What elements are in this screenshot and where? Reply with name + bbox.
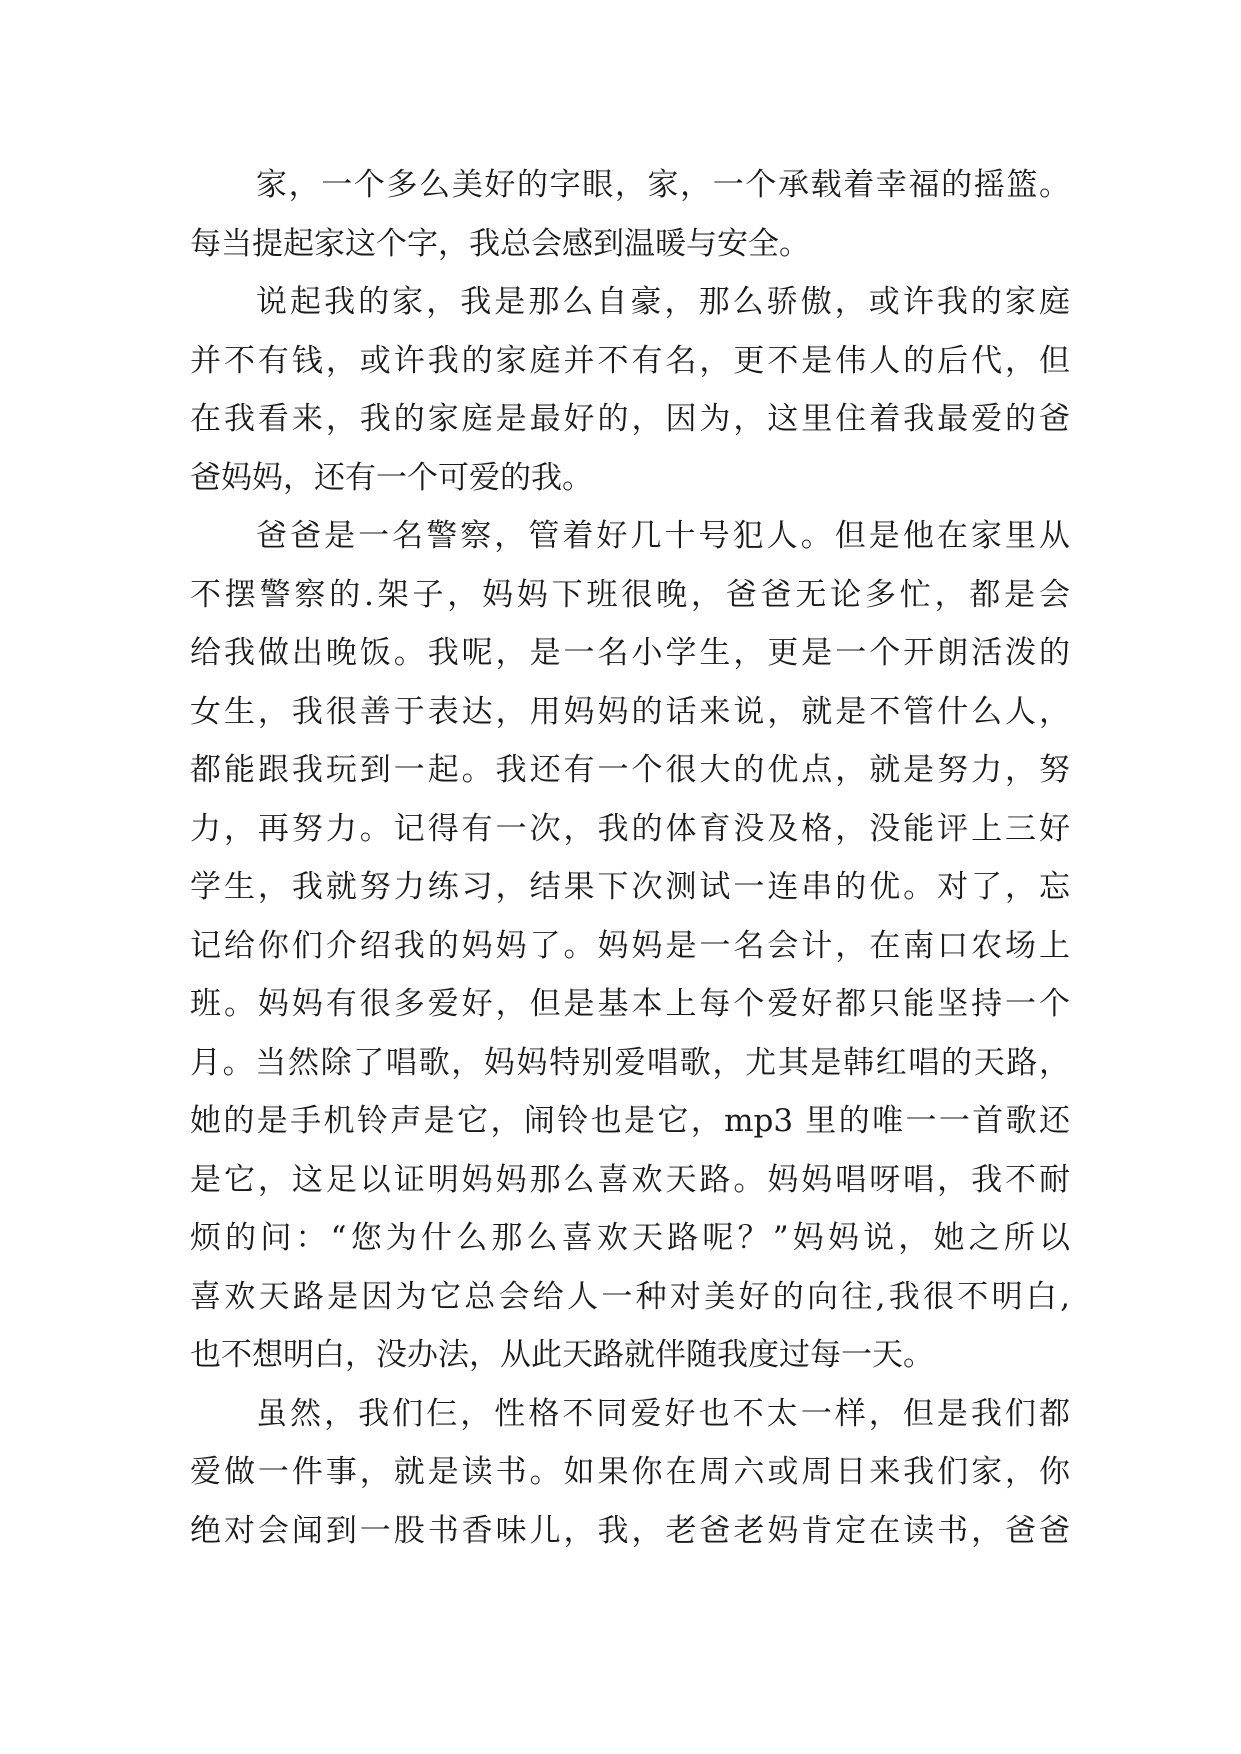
- text-line: 爸妈妈，还有一个可爱的我。: [190, 459, 593, 496]
- text-line: 虽然，我们仨，性格不同爱好也不太一样，但是我们都: [256, 1395, 1070, 1432]
- text-line: 爸爸是一名警察，管着好几十号犯人。但是他在家里从: [256, 518, 1070, 554]
- text-line: 并不有钱，或许我的家庭并不有名，更不是伟人的后代，但: [190, 342, 1070, 379]
- text-line: 每当提起家这个字，我总会感到温暖与安全。: [190, 225, 810, 262]
- text-line: 女生，我很善于表达，用妈妈的话来说，就是不管什么人，: [190, 693, 1070, 730]
- text-line: 是它，这足以证明妈妈那么喜欢天路。妈妈唱呀唱，我不耐: [190, 1161, 1070, 1198]
- text-line: 给我做出晚饭。我呢，是一名小学生，更是一个开朗活泼的: [190, 635, 1070, 671]
- text-line: 月。当然除了唱歌，妈妈特别爱唱歌，尤其是韩红唱的天路，: [190, 1044, 1070, 1081]
- text-line: 喜欢天路是因为它总会给人一种对美好的向往,我很不明白,: [190, 1278, 1070, 1315]
- text-line: 说起我的家，我是那么自豪，那么骄傲，或许我的家庭: [256, 284, 1070, 320]
- text-line: 力，再努力。记得有一次，我的体育没及格，没能评上三好: [190, 810, 1070, 847]
- text-line: 家，一个多么美好的字眼，家，一个承载着幸福的摇篮。: [256, 167, 1070, 203]
- text-line: 不摆警察的.架子，妈妈下班很晚，爸爸无论多忙，都是会: [190, 576, 1070, 613]
- document-body: [190, 156, 1070, 1560]
- text-line: 烦的问：“您为什么那么喜欢天路呢？”妈妈说，她之所以: [190, 1220, 1070, 1256]
- text-line: 记给你们介绍我的妈妈了。妈妈是一名会计，在南口农场上: [190, 927, 1070, 964]
- text-line: 也不想明白，没办法，从此天路就伴随我度过每一天。: [190, 1337, 934, 1373]
- text-line: 绝对会闻到一股书香味儿，我，老爸老妈肯定在读书，爸爸: [190, 1512, 1070, 1549]
- text-line: 班。妈妈有很多爱好，但是基本上每个爱好都只能坚持一个: [190, 986, 1070, 1022]
- text-line: 都能跟我玩到一起。我还有一个很大的优点，就是努力，努: [190, 752, 1070, 788]
- text-line: 她的是手机铃声是它，闹铃也是它，mp3 里的唯一一首歌还: [190, 1103, 1070, 1139]
- text-line: 爱做一件事，就是读书。如果你在周六或周日来我们家，你: [190, 1454, 1070, 1490]
- text-line: 在我看来，我的家庭是最好的，因为，这里住着我最爱的爸: [190, 401, 1070, 437]
- text-line: 学生，我就努力练习，结果下次测试一连串的优。对了，忘: [190, 869, 1070, 905]
